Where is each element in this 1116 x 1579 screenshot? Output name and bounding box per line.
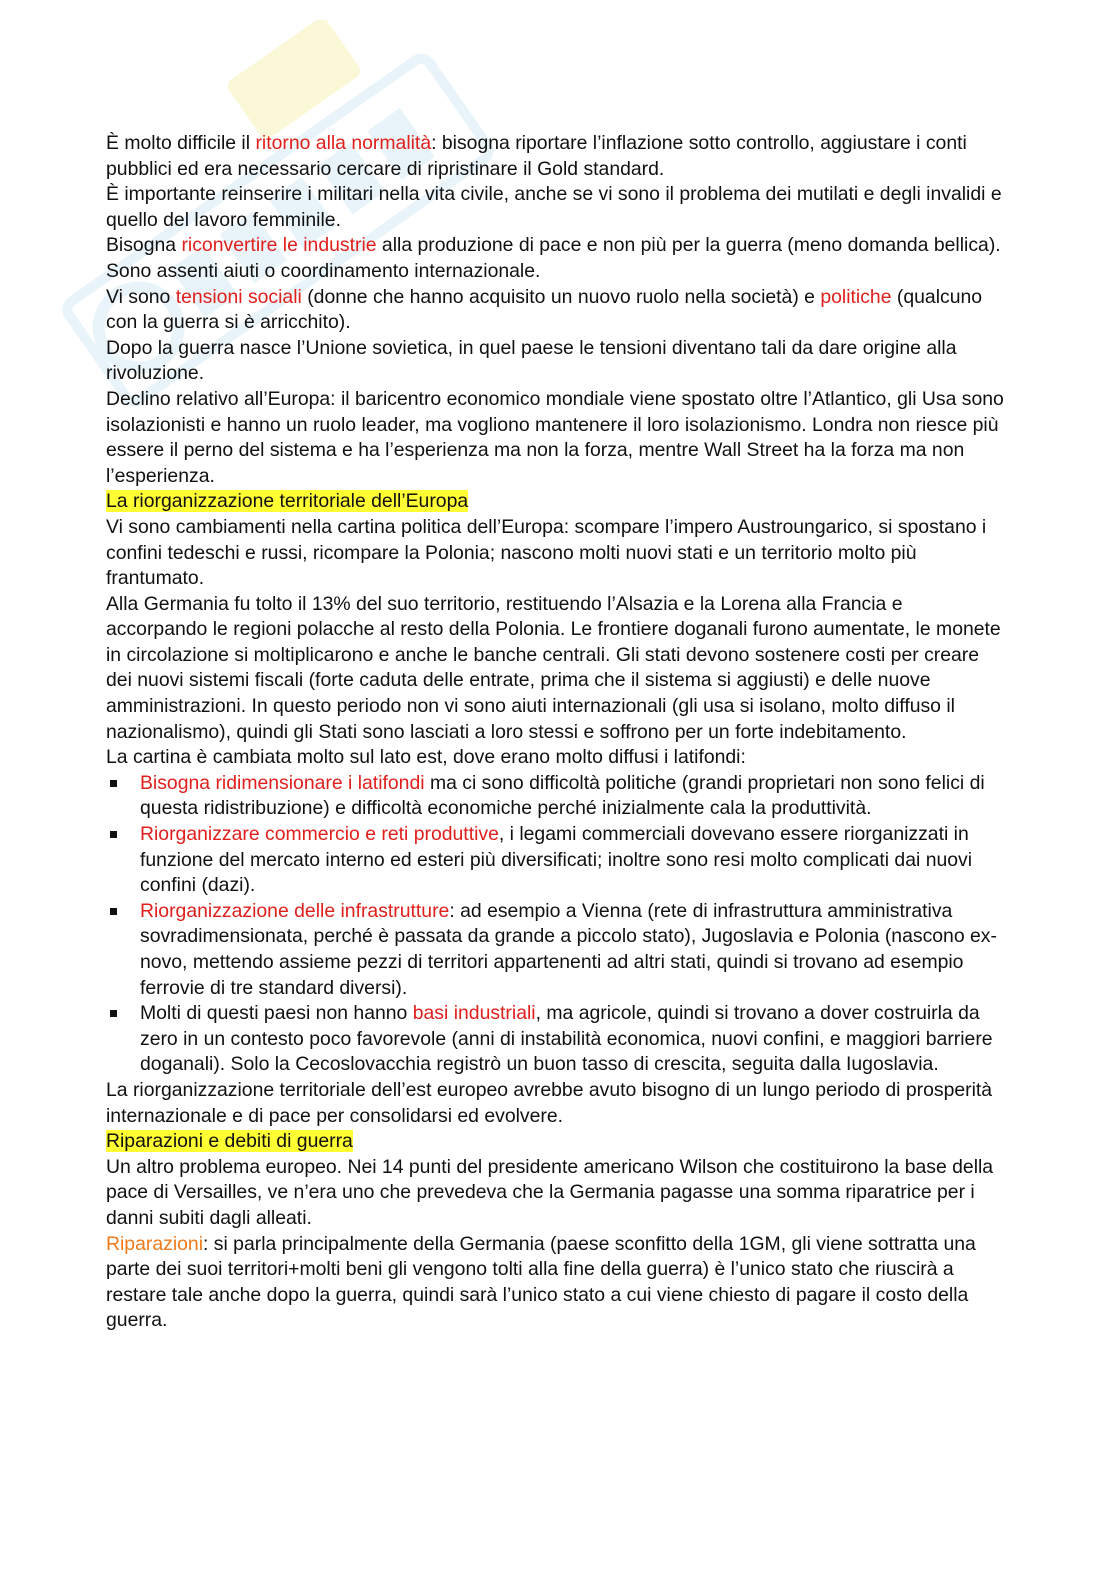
paragraph-industry: Bisogna riconvertire le industrie alla produzione di pace e non più per la guerra (meno domanda bellica). <box>106 234 1001 257</box>
paragraph-tensions: Vi sono tensioni sociali (donne che hanno acquisito un nuovo ruolo nella società) e politiche (qualcuno con la guerra si è arricchito). <box>106 285 983 334</box>
list-item: Bisogna ridimensionare i latifondi ma ci sono difficoltà politiche (grandi proprietari non sono felici di questa ridistribuzione) e difficoltà economiche perché inizialmente cala la produttività. <box>106 771 1006 822</box>
paragraph-return-normality: È molto difficile il ritorno alla normalità: bisogna riportare l’inflazione sotto controllo, aggiustare i conti pubblici ed era necessario cercare di ripristinare il Gold standard. <box>106 132 967 180</box>
paragraph-map-changes: Vi sono cambiamenti nella cartina politica dell’Europa: scompare l’impero Austroungarico, si spostano i confini tedeschi e russi, ricompare la Polonia; nascono molti nuovi stati e un territorio molto più frantumato. <box>106 515 987 590</box>
term-tensioni-sociali: tensioni sociali <box>175 285 302 308</box>
section-heading-reparations: Riparazioni e debiti di guerra <box>106 1130 353 1153</box>
paragraph-decline: Declino relativo all’Europa: il baricentro economico mondiale viene spostato oltre l’Atlantico, gli Usa sono isolazionisti e hanno un ruolo leader, ma vogliono mantenere il loro isolazionismo. Londra non riesce più essere il perno del sistema e ha l’esperienza ma non la forza, mentre Wall Street ha la forza ma non l’esperienza. <box>106 387 1004 487</box>
paragraph-soviet: Dopo la guerra nasce l’Unione sovietica, in quel paese le tensioni diventano tali da dare origine alla rivoluzione. <box>106 336 957 385</box>
list-item: Riorganizzazione delle infrastrutture: ad esempio a Vienna (rete di infrastruttura amministrativa sovradimensionata, perché è passata da grande a piccolo stato), Jugoslavia e Polonia (nascono ex-novo, mettendo assieme pezzi di territori appartenenti ad altri stati, quindi si trovano ad esempio ferrovie di tre standard diversi). <box>106 899 1006 1001</box>
term-politiche: politiche <box>820 285 892 308</box>
list-item: Molti di questi paesi non hanno basi industriali, ma agricole, quindi si trovano a dover costruirla da zero in un contesto poco favorevole (anni di instabilità economica, nuovi confini, e maggiori barriere doganali). Solo la Cecoslovacchia registrò un buon tasso di crescita, seguita dalla Iugoslavia. <box>106 1001 1006 1078</box>
square-bullet-icon <box>110 1010 117 1017</box>
section-heading-territorial: La riorganizzazione territoriale dell’Europa <box>106 490 469 513</box>
square-bullet-icon <box>110 831 117 838</box>
paragraph-reparations: Riparazioni: si parla principalmente della Germania (paese sconfitto della 1GM, gli viene sottratta una parte dei suoi territori+molti beni gli vengono tolti alla fine della guerra) è l’unico stato che riuscirà a restare tale anche dopo la guerra, quindi sarà l’unico stato a cui viene chiesto di pagare il costo della guerra. <box>106 1232 976 1332</box>
paragraph-military: È importante reinserire i militari nella vita civile, anche se vi sono il problema dei mutilati e degli invalidi e quello del lavoro femminile. <box>106 183 1002 231</box>
term-riparazioni: Riparazioni <box>106 1232 204 1255</box>
paragraph-wilson: Un altro problema europeo. Nei 14 punti del presidente americano Wilson che costituirono la base della pace di Versailles, ve n’era uno che prevedeva che la Germania pagasse una somma riparatrice per i danni subiti dagli alleati. <box>106 1155 994 1229</box>
term-riconvertire-industrie: riconvertire le industrie <box>181 234 377 257</box>
document-body <box>106 131 1006 1334</box>
bullet-list <box>106 771 1006 1078</box>
square-bullet-icon <box>110 780 117 787</box>
paragraph-east: La cartina è cambiata molto sul lato est, dove erano molto diffusi i latifondi: <box>106 746 746 769</box>
paragraph-aid: Sono assenti aiuti o coordinamento internazionale. <box>106 259 541 282</box>
paragraph-germany: Alla Germania fu tolto il 13% del suo territorio, restituendo l’Alsazia e la Lorena alla Francia e accorpando le regioni polacche al resto della Polonia. Le frontiere doganali furono aumentate, le monete in circolazione si moltiplicarono e anche le banche centrali. Gli stati devono sostenere costi per creare dei nuovi sistemi fiscali (forte caduta delle entrate, prima che il sistema si aggiusti) e delle nuove amministrazioni. In questo periodo non vi sono aiuti internazionali (gli usa si isolano, molto diffuso il nazionalismo), quindi gli Stati sono lasciati a loro stessi e soffrono per un forte indebitamento. <box>106 592 1001 743</box>
list-item: Riorganizzare commercio e reti produttive, i legami commerciali dovevano essere riorganizzati in funzione del mercato interno ed esteri più diversificati; inoltre sono resi molto complicati dai nuovi confini (dazi). <box>106 822 1006 899</box>
square-bullet-icon <box>110 908 117 915</box>
paragraph-east-conclusion: La riorganizzazione territoriale dell’est europeo avrebbe avuto bisogno di un lungo periodo di prosperità internazionale e di pace per consolidarsi ed evolvere. <box>106 1078 993 1127</box>
term-ritorno-normalita: ritorno alla normalità <box>255 132 432 154</box>
